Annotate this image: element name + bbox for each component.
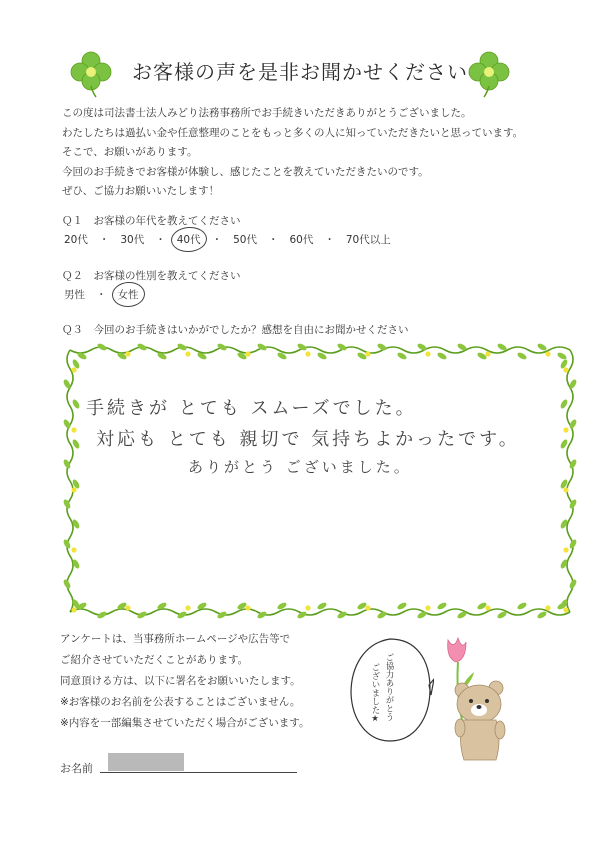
q2-separator: ・ [96,289,107,301]
vine-dot [125,605,130,610]
intro-text [62,104,523,202]
vine-leaf [436,351,447,361]
vine-dot [245,351,250,356]
bubble-message [353,653,413,733]
answer-line: ありがとう ございました。 [188,458,412,476]
q1-option-70s-plus[interactable]: 70代以上 [345,234,391,246]
vine-leaf [516,601,527,611]
q1-option-40s-selected[interactable]: 40代 [176,234,201,246]
page-title: お客様の声を是非お聞かせください [132,60,468,84]
vine-leaf [396,601,407,611]
vine-dot [563,487,568,492]
q2-option-female-selected[interactable]: 女性 [117,289,139,301]
q1-option-20s[interactable]: 20代 [64,234,88,246]
bubble-line: ございました★ [370,663,380,724]
footer-notes [60,629,309,734]
vine-dot [425,351,430,356]
vine-leaf [396,351,407,361]
vine-stem [567,350,573,612]
vine-dot [245,605,250,610]
q2-options [62,287,141,302]
vine-leaf [536,610,547,620]
vine-dot [425,605,430,610]
q1-separator: ・ [324,234,335,246]
q1-option-50s[interactable]: 50代 [233,234,257,246]
vine-dot [485,351,490,356]
clover-left-icon [70,48,112,98]
vine-leaf [516,351,527,361]
vine-dot [485,605,490,610]
vine-leaf [71,398,81,409]
vine-dot [365,605,370,610]
bubble-line: ご協力ありがとう [384,653,394,721]
vine-leaf [536,342,547,352]
bear-icon [452,680,512,762]
vine-dot [71,547,76,552]
intro-line: この度は司法書士法人みどり法務事務所でお手続きいただきありがとうございました。 [62,107,472,119]
footer-line: ※内容を一部編集させていただく場合がございます。 [60,717,310,729]
vine-dot [563,367,568,372]
q1-label: Ｑ１ お客様の年代を教えてください [62,215,241,227]
vine-dot [71,427,76,432]
vine-dot [563,607,568,612]
q2-option-male[interactable]: 男性 [64,289,85,301]
vine-leaf [556,351,567,361]
answer-line: 手続きが とても スムーズでした。 [86,398,417,419]
vine-dot [365,351,370,356]
intro-line: そこで、お願いがあります。 [62,146,198,158]
q3-label: Ｑ３ 今回のお手続きはいかがでしたか？感想を自由にお聞かせください [62,324,409,336]
q1-options [62,232,393,247]
vine-dot [185,351,190,356]
vine-frame-border [60,340,580,622]
q2-label: Ｑ２ お客様の性別を教えてください [62,270,241,282]
footer-line: 同意頂ける方は、以下に署名をお願いいたします。 [60,675,301,687]
vine-dot [305,351,310,356]
vine-dot [71,607,76,612]
vine-dot [185,605,190,610]
intro-line: ぜひ、ご協力お願いいたします！ [62,185,220,197]
footer-line: アンケートは、当事務所ホームページや広告等で [60,633,291,645]
answer-line: 対応も とても 親切で 気持ちよかったです。 [96,429,520,450]
intro-line: わたしたちは過払い金や任意整理のことをもっと多くの人に知っていただきたいと思っています。 [62,126,524,139]
name-redaction-box [108,753,184,771]
vine-dot [563,547,568,552]
name-label: お名前 [60,762,93,775]
q1-separator: ・ [268,234,279,246]
vine-leaf [559,398,569,409]
vine-dot [71,487,76,492]
vine-dot [563,427,568,432]
vine-dot [305,605,310,610]
vine-dot [125,351,130,356]
intro-line: 今回のお手続きでお客様が体験し、感じたことを教えていただきたいのです。 [62,165,429,178]
vine-stem [67,350,73,612]
q1-option-30s[interactable]: 30代 [120,234,145,246]
vine-dot [545,351,550,356]
vine-leaf [436,601,447,611]
footer-line: ご紹介させていただくことがあります。 [60,654,249,666]
q1-option-60s[interactable]: 60代 [289,234,314,246]
name-signature-line[interactable] [100,772,297,773]
q1-separator: ・ [211,234,223,246]
vine-dot [545,605,550,610]
q1-separator: ・ [155,234,166,246]
footer-line: ※お客様のお名前を公表することはございません。 [60,696,301,708]
q1-separator: ・ [98,234,110,246]
vine-dot [71,367,76,372]
clover-right-icon [468,48,510,98]
